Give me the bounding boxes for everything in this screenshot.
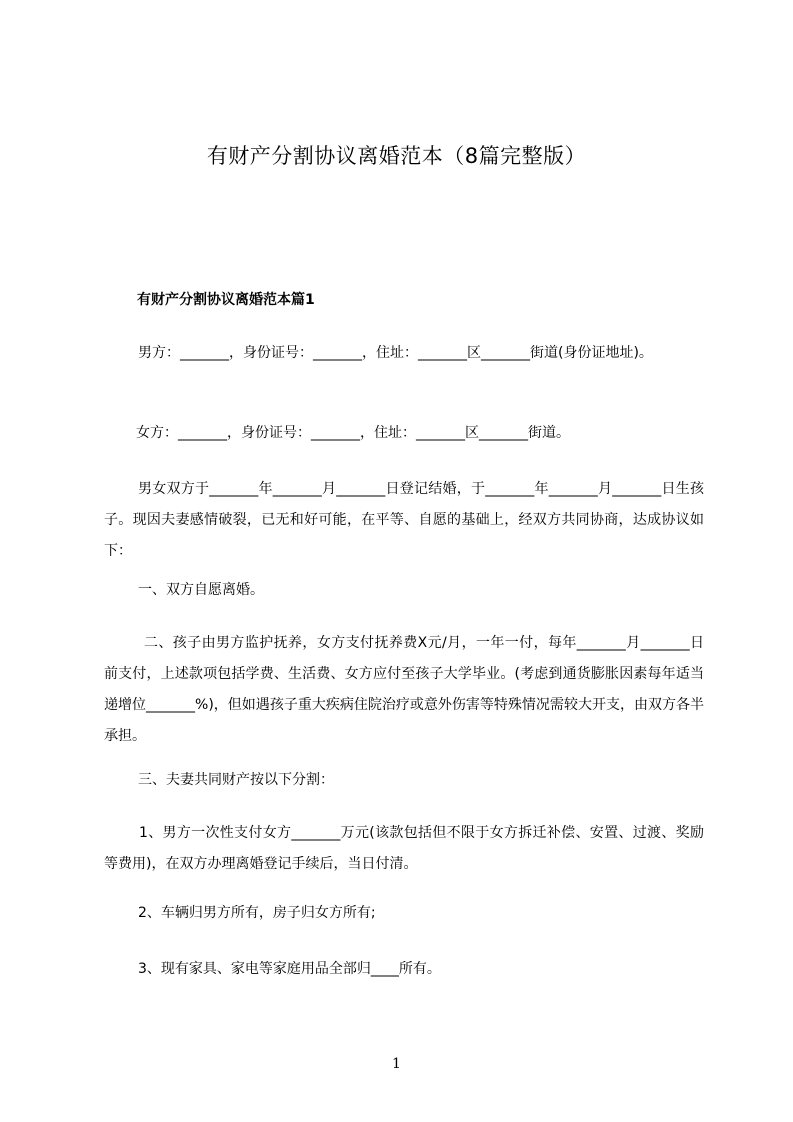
paragraph-clause-one: 一、双方自愿离婚。 — [138, 582, 264, 598]
document-title: 有财产分割协议离婚范本（8篇完整版） — [206, 144, 587, 168]
page-number: 1 — [392, 1056, 401, 1072]
paragraph-subclause-one: 1、男方一次性支付女方_______万元(该款包括但不限于女方拆迁补偿、安置、过渡、奖励等费用)，在双方办理离婚登记手续后，当日付清。 — [104, 825, 704, 872]
paragraph-subclause-three: 3、现有家具、家电等家庭用品全部归____所有。 — [138, 961, 441, 977]
paragraph-male-party: 男方：_______，身份证号：_______，住址：_______区_______街道(身份证地址)。 — [138, 345, 653, 361]
paragraph-subclause-two: 2、车辆归男方所有，房子归女方所有; — [138, 905, 376, 921]
paragraph-marriage-info: 男女双方于_______年_______月_______日登记结婚，于_______年_______月_______日生孩子。现因夫妻感情破裂，已无和好可能，在平等、自愿的基础上，经双方共同协商，达成协议如下： — [104, 481, 704, 559]
paragraph-clause-two: 二、孩子由男方监护抚养，女方支付抚养费X元/月，一年一付，每年_______月_______日前支付，上述款项包括学费、生活费、女方应付至孩子大学毕业。(考虑到通货膨胀因素每年适当递增位_______%)，但如遇孩子重大疾病住院治疗或意外伤害等特殊情况需较大开支，由双方各半承担。 — [104, 635, 704, 744]
paragraph-clause-three: 三、夫妻共同财产按以下分割： — [138, 772, 334, 788]
paragraph-female-party: 女方：_______，身份证号：_______，住址：_______区_______街道。 — [136, 425, 570, 441]
section-heading: 有财产分割协议离婚范本篇1 — [137, 292, 315, 308]
